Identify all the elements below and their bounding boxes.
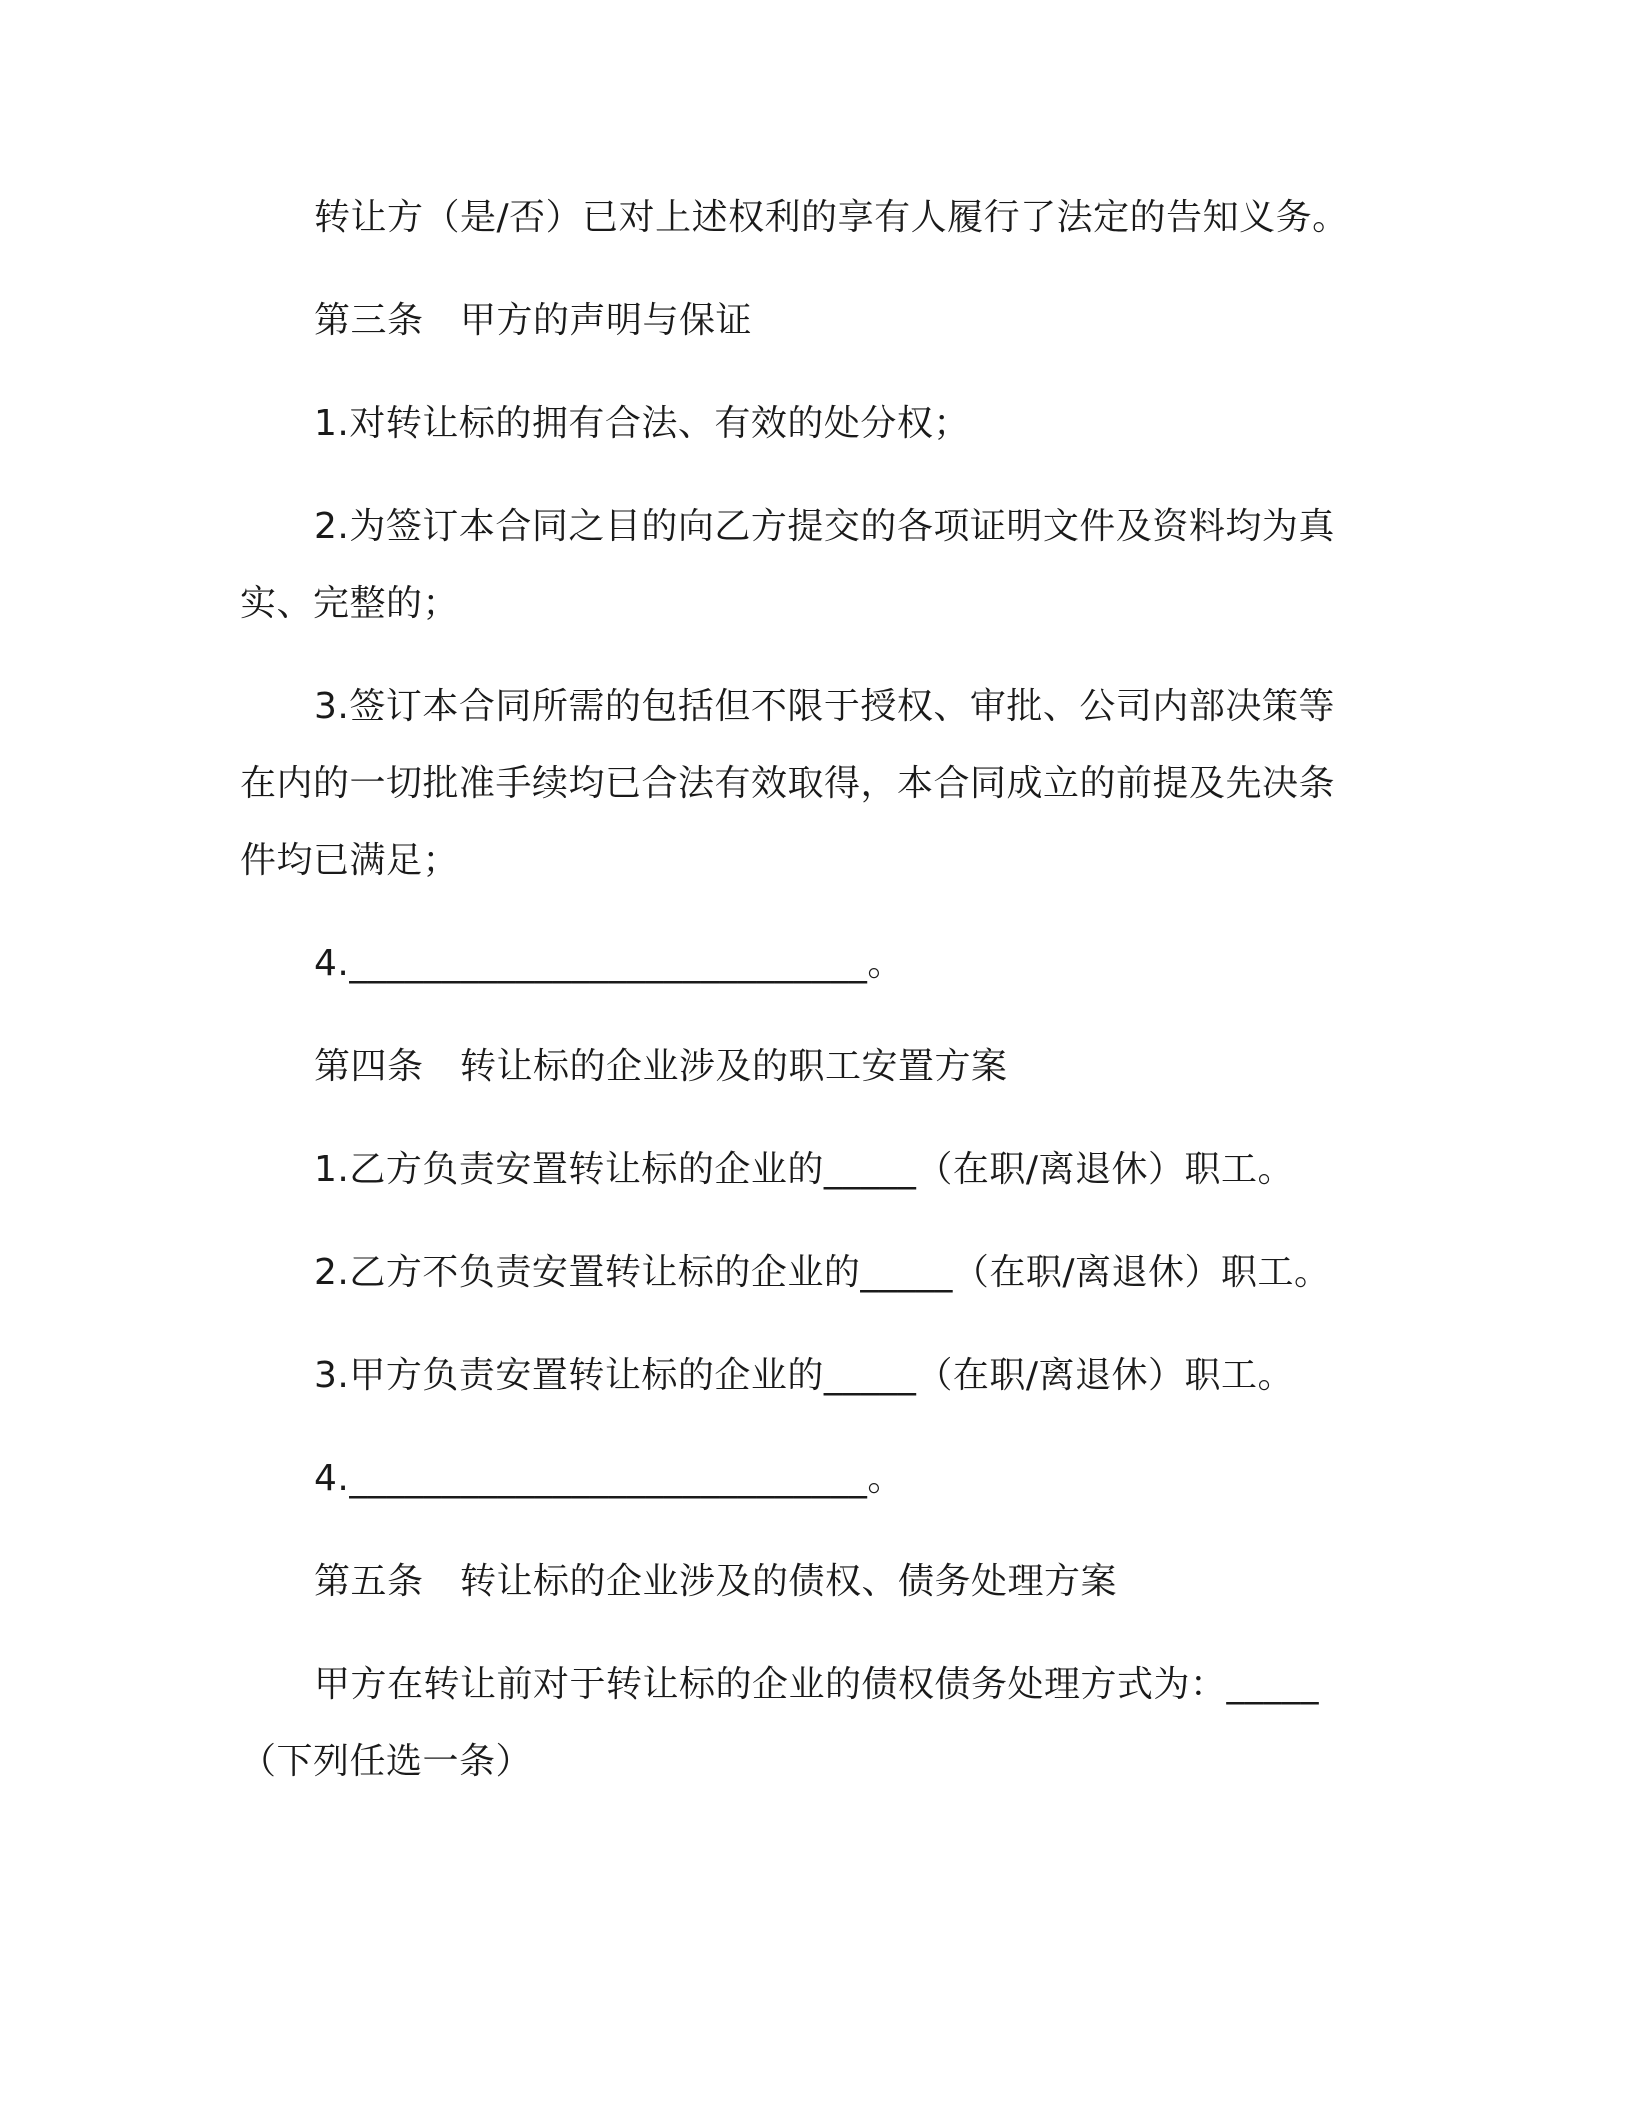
article-3-heading: 第三条 甲方的声明与保证 bbox=[314, 300, 753, 341]
article-3-item-2-line-2: 实、完整的； bbox=[240, 583, 460, 624]
article-3-item-3-line-1: 3.签订本合同所需的包括但不限于授权、审批、公司内部决策等 bbox=[314, 686, 1335, 727]
article-5-paragraph-line-2: （下列任选一条） bbox=[240, 1741, 533, 1782]
article-4-item-4: 4.____________________________。 bbox=[314, 1458, 904, 1499]
article-5-paragraph-line-1: 甲方在转让前对于转让标的企业的债权债务处理方式为：_____ bbox=[314, 1664, 1320, 1705]
article-3-item-1: 1.对转让标的拥有合法、有效的处分权； bbox=[314, 403, 970, 444]
article-3-item-3-line-3: 件均已满足； bbox=[240, 840, 460, 881]
article-4-item-2: 2.乙方不负责安置转让标的企业的_____（在职/离退休）职工。 bbox=[314, 1252, 1331, 1293]
article-4-item-1: 1.乙方负责安置转让标的企业的_____（在职/离退休）职工。 bbox=[314, 1149, 1294, 1190]
article-3-item-4: 4.____________________________。 bbox=[314, 943, 904, 984]
article-4-heading: 第四条 转让标的企业涉及的职工安置方案 bbox=[314, 1046, 1008, 1087]
paragraph-notification: 转让方（是/否）已对上述权利的享有人履行了法定的告知义务。 bbox=[314, 197, 1349, 238]
article-3-item-2-line-1: 2.为签订本合同之目的向乙方提交的各项证明文件及资料均为真 bbox=[314, 506, 1335, 547]
article-3-item-3-line-2: 在内的一切批准手续均已合法有效取得，本合同成立的前提及先决条 bbox=[240, 763, 1336, 804]
article-4-item-3: 3.甲方负责安置转让标的企业的_____（在职/离退休）职工。 bbox=[314, 1355, 1294, 1396]
article-5-heading: 第五条 转让标的企业涉及的债权、债务处理方案 bbox=[314, 1561, 1118, 1602]
